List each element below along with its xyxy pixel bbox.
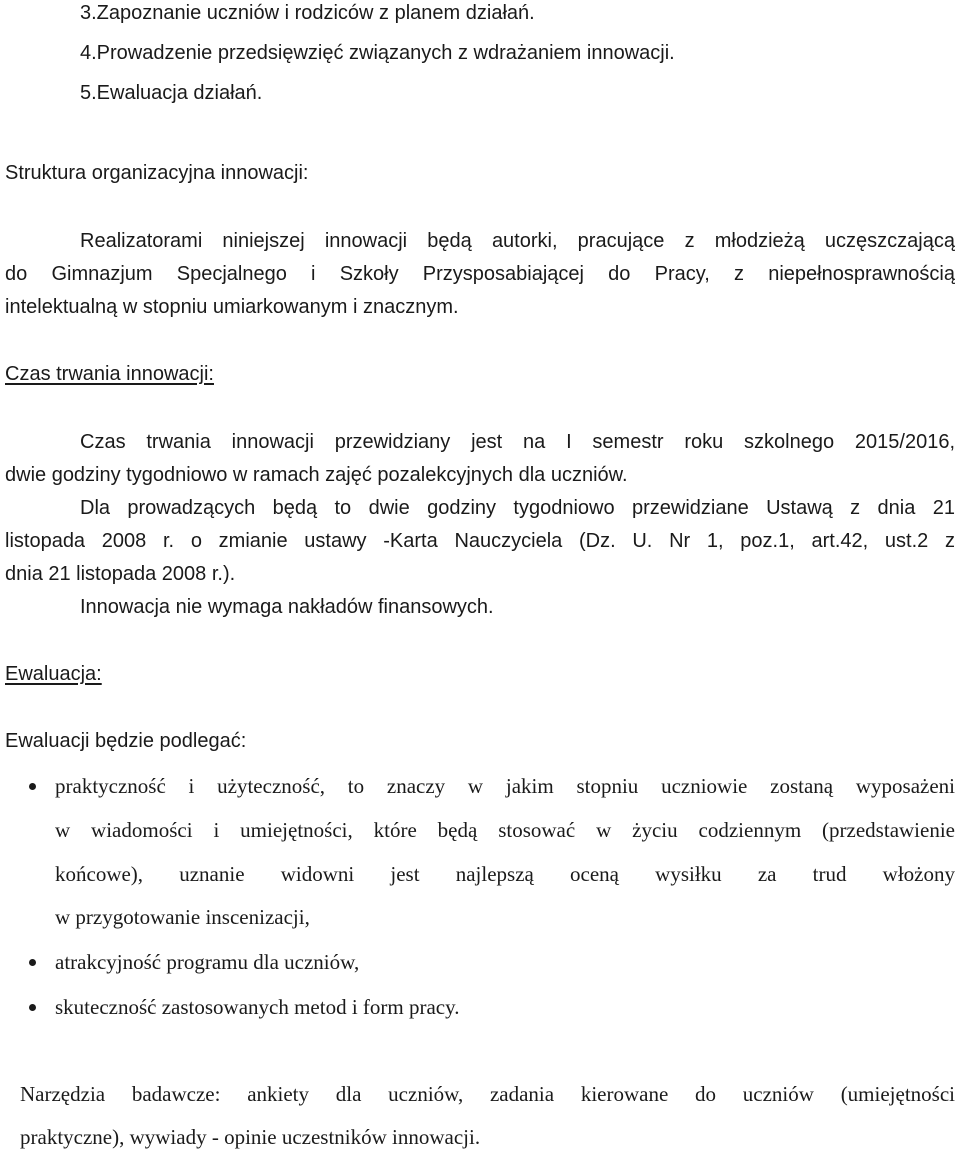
bullet-line: atrakcyjność programu dla uczniów, xyxy=(55,950,360,974)
paragraph-line: Czas trwania innowacji przewidziany jest na I semestr roku szkolnego 2015/2016, xyxy=(80,431,955,453)
paragraph-line: dwie godziny tygodniowo w ramach zajęć pozalekcyjnych dla uczniów. xyxy=(5,464,628,486)
paragraph-line: Ewaluacji będzie podlegać: xyxy=(5,730,247,752)
paragraph-line: Innowacja nie wymaga nakładów finansowych. xyxy=(80,596,494,618)
paragraph-line: Dla prowadzących będą to dwie godziny tygodniowo przewidziane Ustawą z dnia 21 xyxy=(80,497,955,519)
bullet-icon xyxy=(29,959,36,966)
section-heading-struktura: Struktura organizacyjna innowacji: xyxy=(5,162,309,184)
list-item: 5.Ewaluacja działań. xyxy=(80,82,263,104)
section-heading-czas: Czas trwania innowacji: xyxy=(5,363,214,385)
bullet-line: końcowe), uznanie widowni jest najlepszą oceną wysiłku za trud włożony xyxy=(55,862,955,886)
bullet-icon xyxy=(29,1004,36,1011)
paragraph-line: intelektualną w stopniu umiarkowanym i znacznym. xyxy=(5,296,459,318)
bullet-line: praktyczność i użyteczność, to znaczy w jakim stopniu uczniowie zostaną wyposażeni xyxy=(55,774,955,798)
paragraph-line: Narzędzia badawcze: ankiety dla uczniów, zadania kierowane do uczniów (umiejętności xyxy=(20,1082,955,1106)
paragraph-line: praktyczne), wywiady - opinie uczestników innowacji. xyxy=(20,1125,481,1149)
paragraph-line: Realizatorami niniejszej innowacji będą autorki, pracujące z młodzieżą uczęszczającą xyxy=(80,230,955,252)
list-item: 4.Prowadzenie przedsięwzięć związanych z wdrażaniem innowacji. xyxy=(80,42,675,64)
list-item: 3.Zapoznanie uczniów i rodziców z planem działań. xyxy=(80,2,535,24)
bullet-line: w przygotowanie inscenizacji, xyxy=(55,905,310,929)
paragraph-line: do Gimnazjum Specjalnego i Szkoły Przysposabiającej do Pracy, z niepełnosprawnością xyxy=(5,263,955,285)
paragraph-line: dnia 21 listopada 2008 r.). xyxy=(5,563,236,585)
bullet-icon xyxy=(29,783,36,790)
bullet-line: w wiadomości i umiejętności, które będą stosować w życiu codziennym (przedstawienie xyxy=(55,818,955,842)
bullet-line: skuteczność zastosowanych metod i form pracy. xyxy=(55,995,460,1019)
section-heading-ewaluacja: Ewaluacja: xyxy=(5,663,102,685)
paragraph-line: listopada 2008 r. o zmianie ustawy -Karta Nauczyciela (Dz. U. Nr 1, poz.1, art.42, ust.2 z xyxy=(5,530,955,552)
